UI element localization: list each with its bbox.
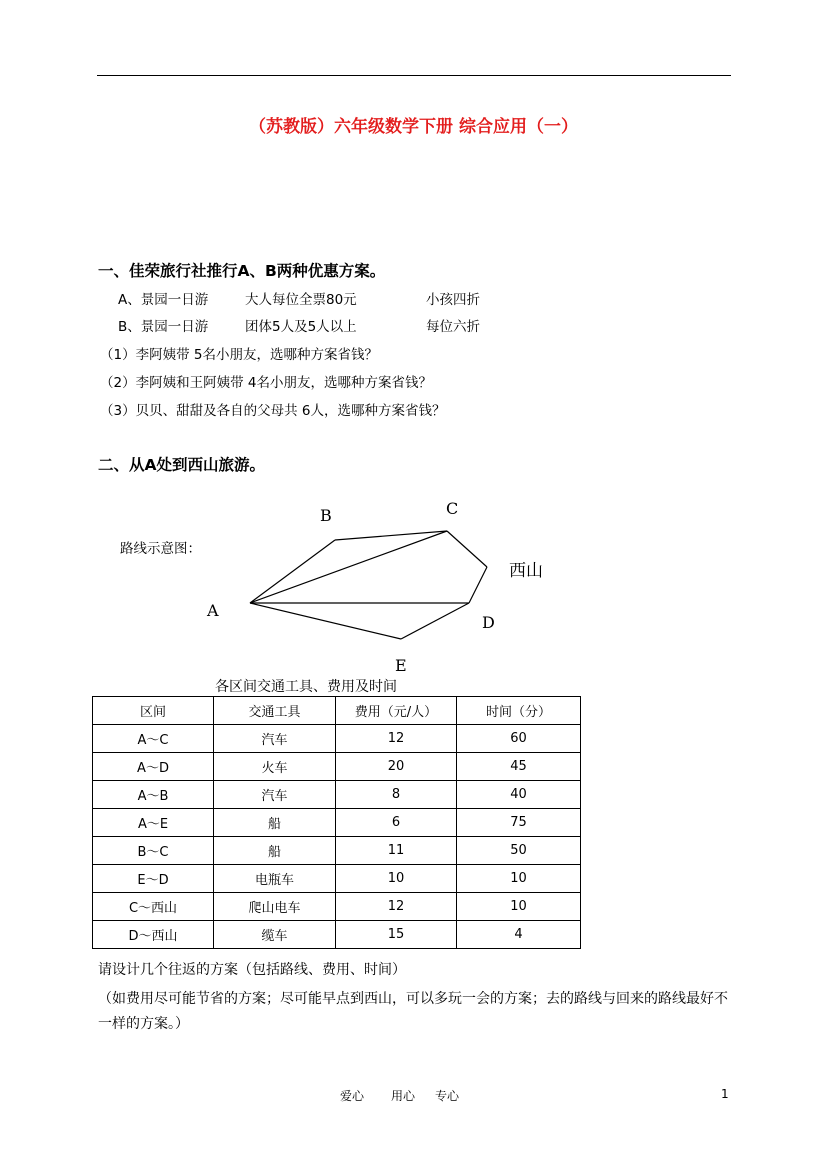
table-row bbox=[93, 837, 581, 865]
route-e-d bbox=[401, 603, 469, 639]
cell-segment: A～B bbox=[93, 781, 214, 809]
footer-motto-3: 专心 bbox=[435, 1089, 460, 1103]
cell-cost: 15 bbox=[336, 921, 457, 949]
header-rule bbox=[97, 75, 731, 76]
node-d-label: D bbox=[482, 613, 495, 632]
cell-time: 75 bbox=[457, 809, 581, 837]
plan-condition: 团体5人及5人以上 bbox=[245, 319, 357, 335]
cell-segment: B～C bbox=[93, 837, 214, 865]
cell-segment: C～西山 bbox=[93, 893, 214, 921]
cell-segment: E～D bbox=[93, 865, 214, 893]
cell-time: 10 bbox=[457, 865, 581, 893]
cell-transport: 电瓶车 bbox=[214, 865, 336, 893]
cell-transport: 船 bbox=[214, 837, 336, 865]
cell-cost: 6 bbox=[336, 809, 457, 837]
cell-time: 10 bbox=[457, 893, 581, 921]
node-west-mountain-label: 西山 bbox=[509, 561, 543, 581]
footer-motto-1: 爱心 bbox=[340, 1089, 365, 1103]
route-a-e bbox=[250, 603, 401, 639]
cell-transport: 爬山电车 bbox=[214, 893, 336, 921]
section1-heading: 一、佳荣旅行社推行A、B两种优惠方案。 bbox=[98, 262, 386, 280]
route-diagram bbox=[0, 490, 600, 680]
header-time: 时间（分） bbox=[457, 697, 581, 725]
route-a-c bbox=[250, 531, 447, 603]
cell-time: 4 bbox=[457, 921, 581, 949]
page-number: 1 bbox=[721, 1087, 729, 1101]
cell-segment: D～西山 bbox=[93, 921, 214, 949]
cell-cost: 12 bbox=[336, 893, 457, 921]
cell-time: 45 bbox=[457, 753, 581, 781]
section2-heading: 二、从A处到西山旅游。 bbox=[98, 456, 265, 474]
plan-discount: 小孩四折 bbox=[426, 292, 480, 308]
header-transport: 交通工具 bbox=[214, 697, 336, 725]
route-lines bbox=[250, 531, 487, 639]
question-2: （2）李阿姨和王阿姨带 4名小朋友，选哪种方案省钱？ bbox=[100, 375, 432, 391]
cell-cost: 12 bbox=[336, 725, 457, 753]
page-title: （苏教版）六年级数学下册 综合应用（一） bbox=[249, 117, 578, 137]
cell-cost: 8 bbox=[336, 781, 457, 809]
header-segment: 区间 bbox=[93, 697, 214, 725]
table-row bbox=[93, 893, 581, 921]
cell-time: 50 bbox=[457, 837, 581, 865]
table-row bbox=[93, 809, 581, 837]
cell-transport: 火车 bbox=[214, 753, 336, 781]
header-cost: 费用（元/人） bbox=[336, 697, 457, 725]
cell-transport: 船 bbox=[214, 809, 336, 837]
plan-name: B、景园一日游 bbox=[118, 319, 209, 335]
footer-motto-2: 用心 bbox=[391, 1089, 416, 1103]
route-c-west bbox=[447, 531, 487, 567]
instruction-text: 请设计几个往返的方案（包括路线、费用、时间） bbox=[98, 962, 406, 978]
route-b-c bbox=[335, 531, 447, 540]
cell-time: 60 bbox=[457, 725, 581, 753]
diagram-caption: 路线示意图： bbox=[120, 541, 201, 557]
plan-discount: 每位六折 bbox=[426, 319, 480, 335]
cell-transport: 缆车 bbox=[214, 921, 336, 949]
cell-time: 40 bbox=[457, 781, 581, 809]
cell-cost: 10 bbox=[336, 865, 457, 893]
table-row bbox=[93, 865, 581, 893]
note-text: （如费用尽可能节省的方案；尽可能早点到西山，可以多玩一会的方案；去的路线与回来的路线最好不一样的方案。） bbox=[98, 991, 728, 1032]
fare-table bbox=[92, 696, 581, 949]
node-a-label: A bbox=[207, 601, 219, 620]
route-a-b bbox=[250, 540, 335, 603]
plan-name: A、景园一日游 bbox=[118, 292, 209, 308]
table-header-row bbox=[93, 697, 581, 725]
question-3: （3）贝贝、甜甜及各自的父母共 6人，选哪种方案省钱？ bbox=[100, 403, 446, 419]
cell-cost: 11 bbox=[336, 837, 457, 865]
cell-segment: A～E bbox=[93, 809, 214, 837]
node-e-label: E bbox=[395, 656, 407, 675]
table-row bbox=[93, 753, 581, 781]
route-west-d bbox=[469, 567, 487, 603]
node-b-label: B bbox=[320, 506, 332, 525]
question-1: （1）李阿姨带 5名小朋友，选哪种方案省钱？ bbox=[100, 347, 378, 363]
node-c-label: C bbox=[446, 499, 459, 518]
table-row bbox=[93, 781, 581, 809]
plan-condition: 大人每位全票80元 bbox=[245, 292, 357, 308]
cell-segment: A～C bbox=[93, 725, 214, 753]
cell-segment: A～D bbox=[93, 753, 214, 781]
cell-transport: 汽车 bbox=[214, 781, 336, 809]
table-row bbox=[93, 725, 581, 753]
cell-transport: 汽车 bbox=[214, 725, 336, 753]
cell-cost: 20 bbox=[336, 753, 457, 781]
table-caption: 各区间交通工具、费用及时间 bbox=[215, 679, 397, 695]
table-row bbox=[93, 921, 581, 949]
